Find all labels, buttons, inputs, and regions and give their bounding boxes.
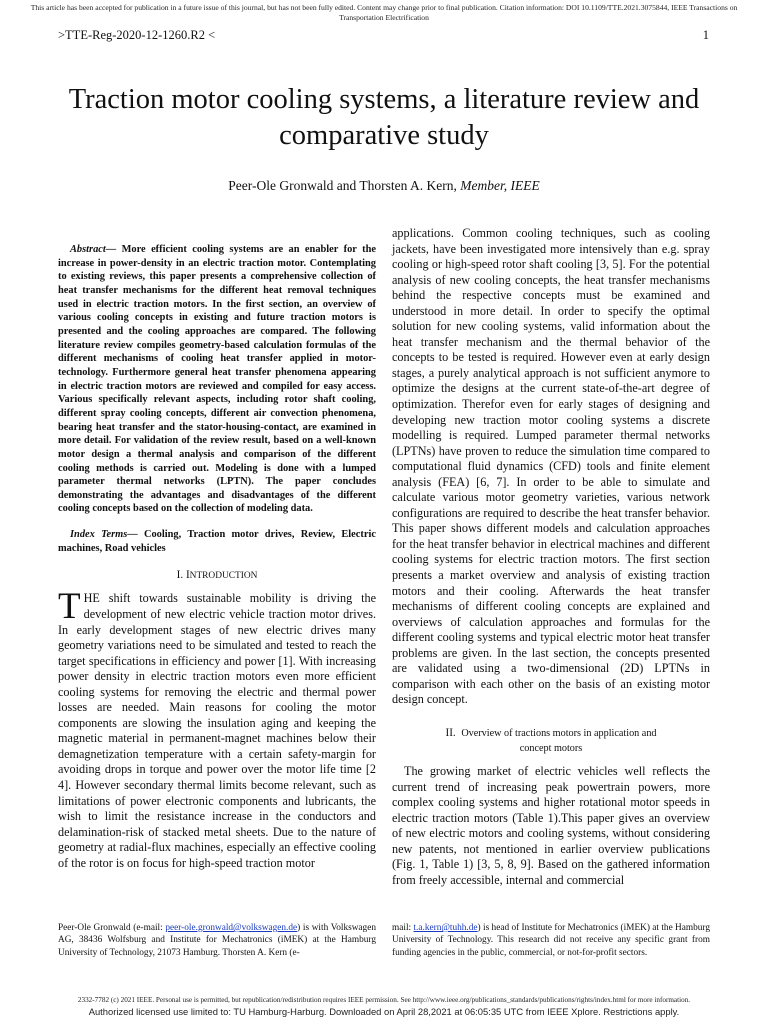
body-paragraph: applications. Common cooling techniques, such as cooling jackets, have been investigated more intensively than e.g. spray cooling or high-speed rotor shaft cooling [3, 5]. For the potential analysis of new cooling concepts, the heat transfer mechanisms behind the respective concepts must be examined and understood in more detail. In order to specify the optimal solution for new cooling systems, valid information about the heat transfer mechanism and the thermal behavior of the concepts to be tested is required. However even at early design stages, a purely analytical approach is not sufficient anymore to optimize the designs at the current state-of-the-art degree of optimization. Therefor even for early stages of designing and developing new traction motor cooling systems a discrete modelling is required. Lumped parameter thermal networks (LPTNs) have proven to reduce the simulation time compared to computational fluid dynamics (CFD) tools and finite element analysis (FEA) [6, 7]. In order to be able to simulate and calculate various motor geometry varieties, various network configurations are required to describe the heat transfer behavior. This paper shows different models and calculation approaches for the heat transfer behavior in electrical machines and different cooling systems for electric traction motors. The first section presents a market overview and analysis of existing traction motors and their cooling. Afterwards the heat transfer mechanisms of different cooling concepts are explained and overviews of calculation approaches and formulas for the different cooling systems and typical electric motor heat transfer problems are given. In the last section, the concepts presented are validated using a two-dimensional (2D) LPTNs in comparison with each other on the basis of an existing motor design concept. [392,226,710,707]
index-terms-text: — Cooling, Traction motor drives, Review, Electric machines, Road vehicles [58,529,376,554]
section-heading-introduction: I. INTRODUCTION [176,569,258,582]
journal-notice: This article has been accepted for publication in a future issue of this journal, but has not been fully edited. Content may change prior to final publication. Citation information: DOI 10.1109/TTE.2021.3075844, IEEE Transactions on Transportation Electrification [30,3,738,22]
index-terms-label: Index Terms [70,529,128,541]
email-link[interactable]: peer-ole.gronwald@volkswagen.de [165,923,298,933]
author-names: Peer-Ole Gronwald and Thorsten A. Kern, [228,178,457,193]
abstract-label: Abstract [70,244,106,255]
introduction-paragraph [58,586,376,871]
author-footnote-right: mail: t.a.kern@tuhh.de) is head of Institute for Mechatronics (iMEK) at the Hamburg University of Technology. This research did not receive any specific grant from funding agencies in the public, commercial, or not-for-profit sectors. [392,923,711,958]
abstract [58,243,376,516]
body-paragraph: The growing market of electric vehicles well reflects the current trend of increasing peak powertrain powers, more complex cooling systems and higher rotational motor speeds in electric traction motors (Table 1).This paper gives an overview of new electric motors and cooling systems, without considering new patents, not mentioned in earlier overview publications (Fig. 1, Table 1) [3, 5, 8, 9]. Based on the gathered information from freely accessible, internal and commercial [392,763,710,887]
copyright-footer: 2332-7782 (c) 2021 IEEE. Personal use is permitted, but republication/redistribution requires IEEE permission. See http://www.ieee.org/publications_standards/publications/rights/index.html for more information. [77,996,691,1004]
introduction-text: HE shift towards sustainable mobility is driving the development of new electric vehicle traction motor drives. In early development stages of new electric drives many geometry variations need to be simulated and tested to reach the target specifications in efficiency and power [1]. With increasing power density in electric traction motors even more efficient cooling systems for removing the electric and thermal power losses are needed. Main reasons for cooling the motor components are slowing the insulation aging and keeping the magnetic material in permanent-magnet machines below their demagnetization temperature with a certain safety-margin for avoiding drops in torque and power over the motor life time [2 4]. However secondary thermal limits become relevant, such as limitations of power electronic components and lubricants, the wish to limit the resistance increase in the conductors and delamination-risk of stacked metal sheets. Due to the nature of geometry at radial-flux machines, especially an effective cooling of the rotor is on focus for high-speed traction motor [58,591,376,870]
drop-cap: T [58,586,81,628]
running-head: >TTE-Reg-2020-12-1260.R2 < [58,28,216,42]
author-membership: Member, IEEE [460,178,540,193]
index-terms [58,528,376,555]
license-footer: Authorized licensed use limited to: TU Hamburg-Harburg. Downloaded on April 28,2021 at 06:05:35 UTC from IEEE Xplore. Restrictions apply. [88,1006,680,1017]
author-line [60,178,708,194]
abstract-text: — More efficient cooling systems are an enabler for the increase in power-density in an electric traction motor. Contemplating to existing reviews, this paper presents a comprehensive collection of heat transfer mechanisms for the different heat removal techniques used in electric traction motors. In the first section, an overview of various cooling concepts in existing and future traction motors is presented and the cooling approaches are compared. The following literature review compiles geometry-based calculation formulas of the different mechanisms of cooling heat transfer applied in motor-technology. Furthermore general heat transfer phenomena appearing in electric traction motors are reviewed and compiled for easy access. Various specifically relevant aspects, including rotor shaft cooling, different spray cooling concepts, different air convection phenomena, bearing heat transfer and the stator-housing-contact, are examined in more detail. For validation of the review result, based on a well-known motor design a thermal analysis and comparison of the different cooling methods is carried out. Modeling is done with a lumped parameter thermal networks (LPTN). The paper concludes demonstrating the advantages and disadvantages of the different cooling concepts based on the collection of modeling data. [58,244,376,515]
page-number: 1 [702,28,709,42]
section-heading-overview: II. Overview of tractions motors in application and concept motors [445,726,657,755]
author-footnote-left: Peer-Ole Gronwald (e-mail: peer-ole.gronwald@volkswagen.de) is with Volkswagen AG, 38436 Wolfsburg and Institute for Mechatronics (iMEK) at the Hamburg University of Technology, 21073 Hamburg. Thorsten A. Kern (e- [58,923,376,958]
email-link[interactable]: t.a.kern@tuhh.de [413,923,478,933]
right-column [392,226,710,888]
paper-title: Traction motor cooling systems, a literature review and comparative study [68,84,700,151]
left-column [58,243,376,871]
